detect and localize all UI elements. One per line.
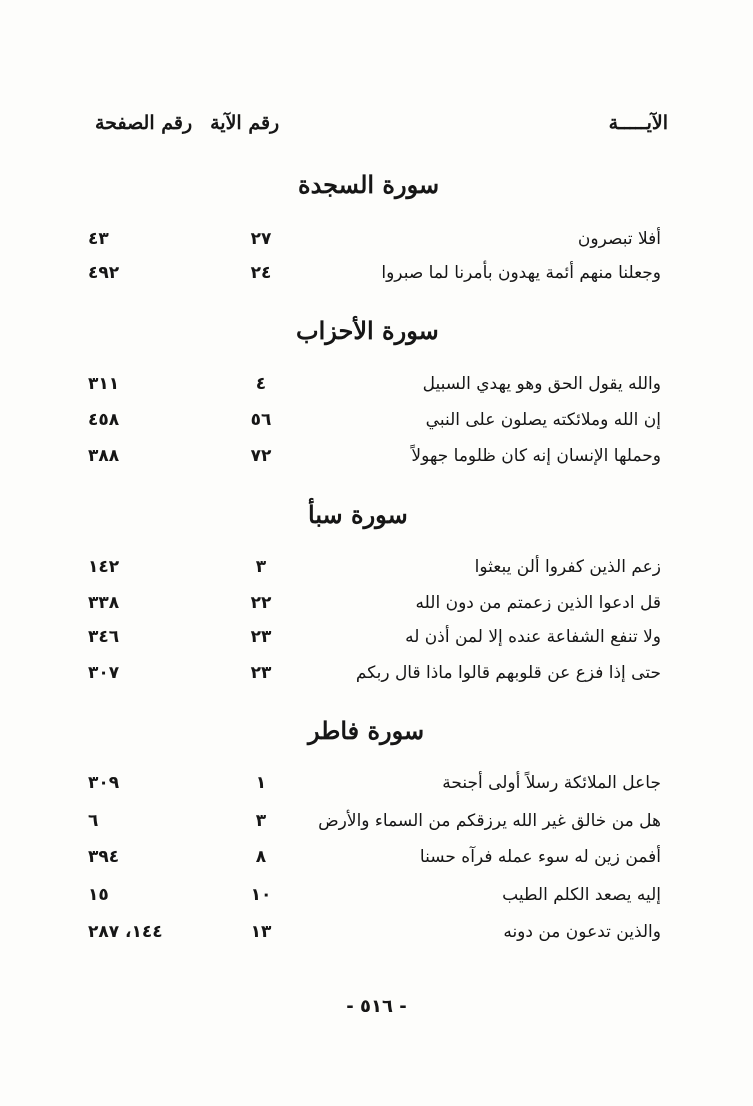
index-row <box>0 922 753 954</box>
verse-number: ٤ <box>255 374 267 394</box>
verse-text: وجعلنا منهم أئمة يهدون بأمرنا لما صبروا <box>381 263 661 283</box>
verse-number: ٢٤ <box>250 263 272 283</box>
verse-number-column-label: رقم الآية <box>210 112 280 134</box>
page-number: ٤٥٨ <box>88 410 120 430</box>
verse-number: ١٠ <box>250 885 272 905</box>
page-number: ٣١١ <box>88 374 120 394</box>
column-header <box>95 112 668 146</box>
index-row <box>0 885 753 917</box>
page-number: ٣٨٨ <box>88 446 120 466</box>
page-number: ٦ <box>88 811 99 831</box>
index-row <box>0 410 753 442</box>
page-number: ٣٤٦ <box>88 627 120 647</box>
surah-title: سورة الأحزاب <box>296 316 439 345</box>
index-row <box>0 557 753 589</box>
page-number: ١٤٤، ٢٨٧ <box>88 922 163 942</box>
verse-text: أفلا تبصرون <box>577 229 661 249</box>
page-number: ١٤٢ <box>88 557 120 577</box>
verse-text: جاعل الملائكة رسلاً أولى أجنحة <box>442 773 661 793</box>
index-row <box>0 847 753 879</box>
verse-text: والله يقول الحق وهو يهدي السبيل <box>422 374 661 394</box>
index-row <box>0 773 753 805</box>
verse-text: هل من خالق غير الله يرزقكم من السماء والأرض <box>318 811 661 831</box>
index-row <box>0 374 753 406</box>
verse-text: والذين تدعون من دونه <box>503 922 661 942</box>
verse-number: ١ <box>255 773 267 793</box>
page-number: ٣٠٩ <box>88 773 120 793</box>
verse-number: ٢٣ <box>250 627 272 647</box>
verse-number: ٣ <box>255 811 267 831</box>
verse-text: زعم الذين كفروا ألن يبعثوا <box>474 557 661 577</box>
verse-text: وحملها الإنسان إنه كان ظلوما جهولاً <box>411 446 661 466</box>
index-row <box>0 663 753 695</box>
verse-number: ٧٢ <box>250 446 272 466</box>
verse-text: ولا تنفع الشفاعة عنده إلا لمن أذن له <box>405 627 661 647</box>
verse-number: ٣ <box>255 557 267 577</box>
verse-number: ١٣ <box>250 922 272 942</box>
verse-number: ٥٦ <box>250 410 272 430</box>
page-number-column-label: رقم الصفحة <box>95 112 193 134</box>
verse-text: قل ادعوا الذين زعمتم من دون الله <box>415 593 661 613</box>
page-number: ١٥ <box>88 885 109 905</box>
verse-text: أفمن زين له سوء عمله فرآه حسنا <box>419 847 661 867</box>
number-column-labels <box>95 112 279 134</box>
verse-number: ٢٧ <box>250 229 272 249</box>
index-row <box>0 627 753 659</box>
page-number: ٣٣٨ <box>88 593 120 613</box>
surah-title: سورة سبأ <box>308 500 408 529</box>
page-number: ٣٠٧ <box>88 663 120 683</box>
index-row <box>0 229 753 261</box>
index-row <box>0 593 753 625</box>
verse-text: حتى إذا فزع عن قلوبهم قالوا ماذا قال ربكم <box>355 663 661 683</box>
verse-text: إن الله وملائكته يصلون على النبي <box>425 410 661 430</box>
verse-text: إليه يصعد الكلم الطيب <box>502 885 661 905</box>
page-footer-number: - ٥١٦ - <box>346 996 407 1017</box>
verse-column-label: الآيـــــة <box>608 112 668 134</box>
page-number: ٤٣ <box>88 229 109 249</box>
surah-title: سورة السجدة <box>298 170 440 199</box>
verse-number: ٢٢ <box>250 593 272 613</box>
index-row <box>0 446 753 478</box>
verse-number: ٨ <box>255 847 267 867</box>
page-number: ٤٩٢ <box>88 263 120 283</box>
index-row <box>0 263 753 295</box>
verse-number: ٢٣ <box>250 663 272 683</box>
page-number: ٣٩٤ <box>88 847 120 867</box>
surah-title: سورة فاطر <box>308 716 425 745</box>
index-row <box>0 811 753 843</box>
